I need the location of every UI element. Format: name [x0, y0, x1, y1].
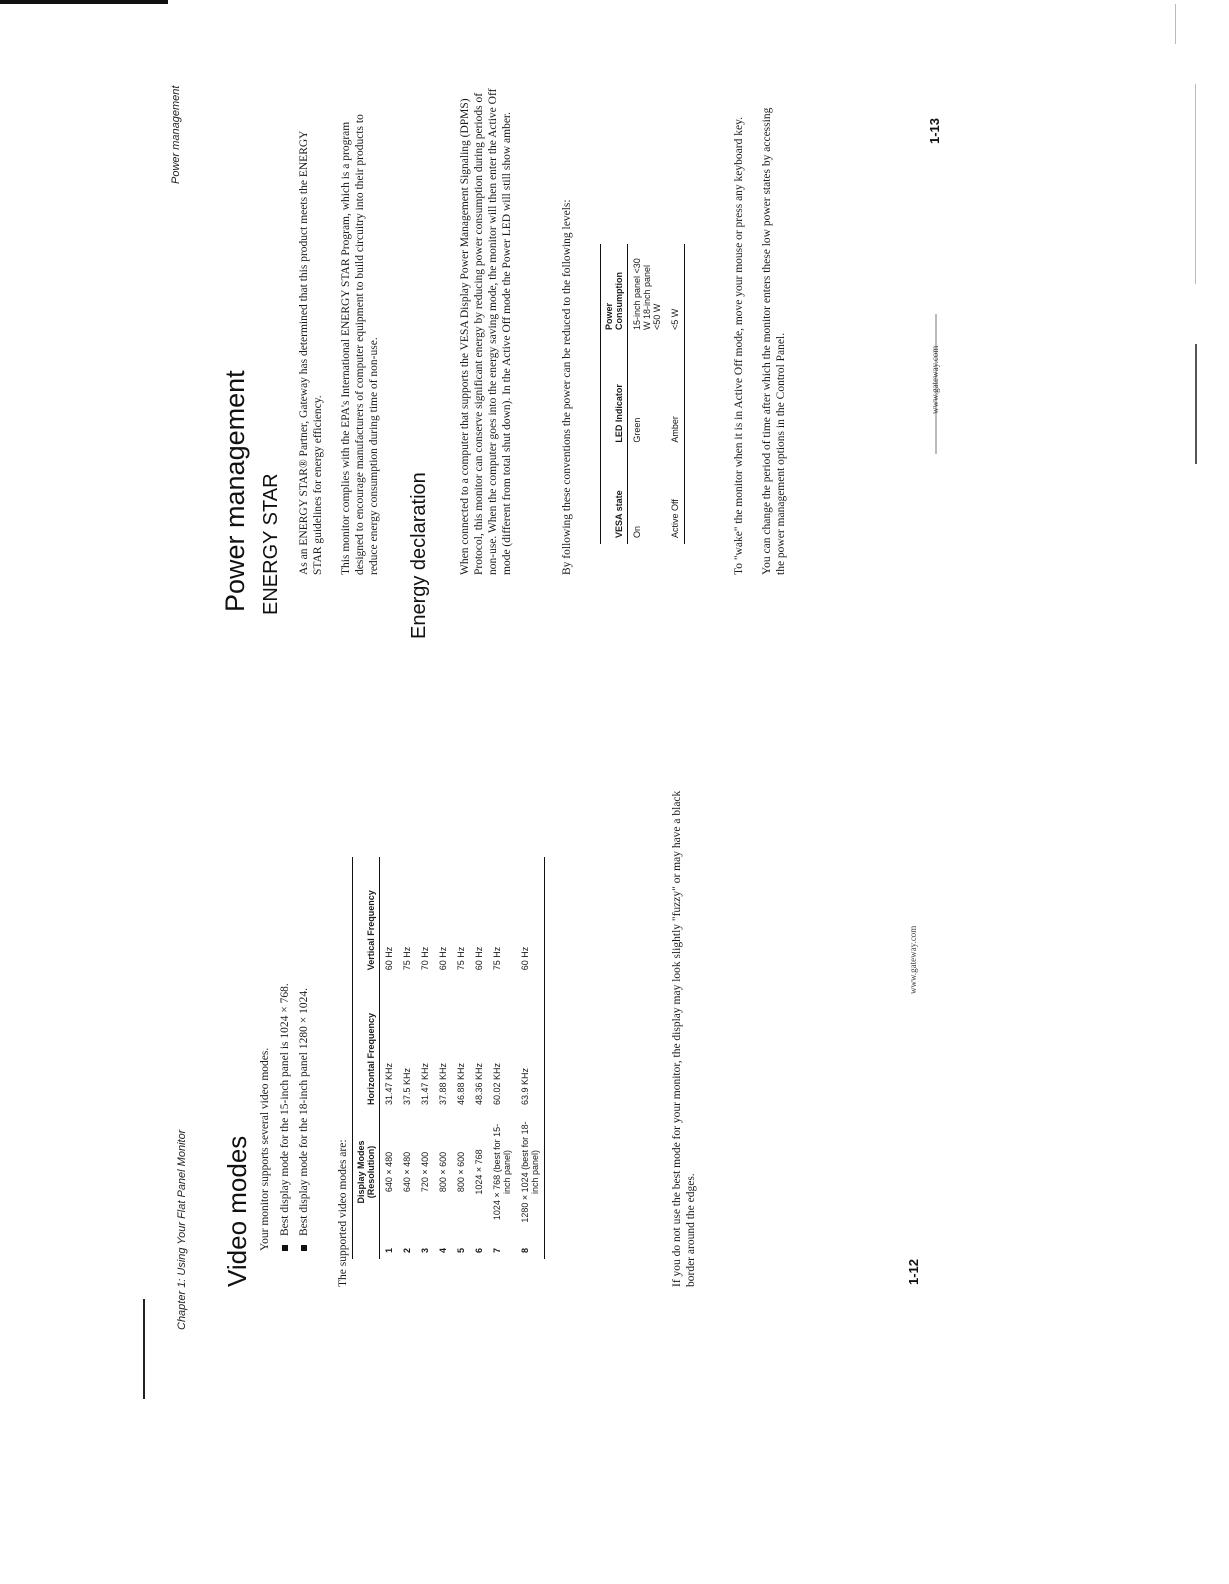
resolution-cell: 1024 × 768 (best for 15-inch panel): [492, 1123, 512, 1221]
hfreq-cell: 37.5 KHz: [402, 1067, 412, 1105]
resolution-cell: 800 × 600: [438, 1151, 448, 1193]
section-heading: Energy declaration: [408, 472, 430, 639]
page-number: 1-12: [906, 1258, 921, 1285]
wake-paragraph: To "wake" the monitor when it is in Active Off mode, move your mouse or press any keyboard key.: [733, 117, 745, 575]
row-number: 5: [456, 1247, 466, 1253]
table-row: [434, 857, 452, 1259]
bullet-list: [278, 983, 311, 1251]
bullet-item: [297, 983, 311, 1251]
table-header: Display Modes (Resolution): [356, 1140, 376, 1204]
led-cell: Green: [632, 417, 642, 443]
hfreq-cell: 48.36 KHz: [474, 1062, 484, 1105]
bullet-text: Best display mode for the 18-inch panel 1280 × 1024.: [298, 988, 310, 1236]
row-number: 7: [492, 1247, 502, 1253]
table-row: [380, 857, 399, 1259]
row-number: 6: [474, 1247, 484, 1253]
table-row: [416, 857, 434, 1259]
binding-rule-left: [143, 1299, 145, 1399]
scan-rule-right-3: [1175, 4, 1176, 44]
table-header: Power Consumption: [604, 272, 624, 330]
resolution-cell: 640 × 480: [402, 1151, 412, 1193]
video-modes-table: [352, 857, 545, 1259]
energy-star-paragraph: This monitor complies with the EPA's International ENERGY STAR Program, which is a program designed to encourage manufacturers of computer equipment to build circuitry into their products to reduce energy consumption during time of non-use.: [340, 114, 380, 575]
vesa-state-cell: On: [632, 525, 642, 538]
table-intro: The supported video modes are:: [337, 1139, 349, 1287]
table-header: Vertical Frequency: [366, 890, 376, 971]
running-head: Chapter 1: Using Your Flat Panel Monitor: [176, 1129, 188, 1330]
fuzzy-note: If you do not use the best mode for your monitor, the display may look slightly "fuzzy" or may have a black border around the edges.: [671, 790, 697, 1287]
bullet-icon: [282, 1245, 288, 1251]
hfreq-cell: 63.9 KHz: [520, 1067, 530, 1105]
power-cell: <5 W: [670, 308, 680, 330]
row-number: 3: [420, 1247, 430, 1253]
bullet-icon: [301, 1245, 307, 1251]
footer-url: www.gateway.com: [930, 345, 940, 414]
bullet-item: [278, 983, 292, 1251]
page-title: Video modes: [222, 1135, 252, 1287]
footer-url: www.gateway.com: [908, 925, 918, 994]
row-number: 1: [384, 1247, 394, 1253]
resolution-cell: 800 × 600: [456, 1151, 466, 1193]
vfreq-cell: 70 Hz: [420, 946, 430, 971]
power-cell: 15-inch panel <30 W 18-inch panel <50 W: [632, 258, 662, 330]
vfreq-cell: 75 Hz: [456, 946, 466, 971]
power-levels-table: [600, 244, 685, 544]
table-row: [470, 857, 488, 1259]
table-header: VESA state: [614, 490, 624, 538]
vfreq-cell: 60 Hz: [384, 946, 394, 971]
table-header: LED Indicator: [614, 384, 624, 443]
hfreq-cell: 31.47 KHz: [384, 1062, 394, 1105]
table-header: [353, 1233, 380, 1259]
intro-text: Your monitor supports several video modes.: [259, 1047, 271, 1251]
row-number: 2: [402, 1247, 412, 1253]
section-heading: ENERGY STAR: [260, 473, 282, 615]
table-row: [628, 244, 667, 544]
table-row: [488, 857, 516, 1259]
vfreq-cell: 75 Hz: [492, 946, 502, 971]
table-header: Horizontal Frequency: [366, 1012, 376, 1105]
vfreq-cell: 60 Hz: [520, 946, 530, 971]
running-head: Power management: [170, 85, 182, 184]
resolution-cell: 1024 × 768: [474, 1149, 484, 1195]
table-row: [398, 857, 416, 1259]
hfreq-cell: 37.88 KHz: [438, 1062, 448, 1105]
hfreq-cell: 46.88 KHz: [456, 1062, 466, 1105]
declaration-paragraph: By following these conventions the power can be reduced to the following levels:: [561, 199, 573, 575]
table-row: [666, 244, 685, 544]
low-power-paragraph: You can change the period of time after which the monitor enters these low power states by accessing the power management options in the Control Panel.: [761, 107, 787, 575]
resolution-cell: 720 × 400: [420, 1151, 430, 1193]
scan-rule-right-2: [1195, 84, 1196, 284]
row-number: 8: [520, 1247, 530, 1253]
resolution-cell: 640 × 480: [384, 1151, 394, 1193]
binding-rule-right: [1195, 344, 1197, 464]
vfreq-cell: 60 Hz: [438, 946, 448, 971]
table-row: [452, 857, 470, 1259]
vfreq-cell: 60 Hz: [474, 946, 484, 971]
page-title: Power management: [220, 370, 250, 612]
vesa-state-cell: Active Off: [670, 499, 680, 538]
resolution-cell: 1280 × 1024 (best for 18-inch panel): [520, 1121, 540, 1223]
energy-star-paragraph: As an ENERGY STAR® Partner, Gateway has determined that this product meets the ENERGY STAR guidelines for energy efficiency.: [298, 130, 324, 575]
page-number: 1-13: [927, 117, 942, 144]
vfreq-cell: 75 Hz: [402, 946, 412, 971]
led-cell: Amber: [670, 416, 680, 443]
hfreq-cell: 60.02 KHz: [492, 1062, 502, 1105]
bullet-text: Best display mode for the 15-inch panel is 1024 × 768.: [279, 983, 291, 1236]
row-number: 4: [438, 1247, 448, 1253]
table-row: [516, 857, 545, 1259]
hfreq-cell: 31.47 KHz: [420, 1062, 430, 1105]
declaration-paragraph: When connected to a computer that supports the VESA Display Power Management Signaling (DPMS) Protocol, this monitor can conserve significant energy by reducing power consumption during periods of non-use. When the computer goes into the energy saving mode, the monitor will then enter the Active Off mode (different from total shut down). In the Active Off mode the Power LED will still show amber.: [459, 88, 513, 575]
